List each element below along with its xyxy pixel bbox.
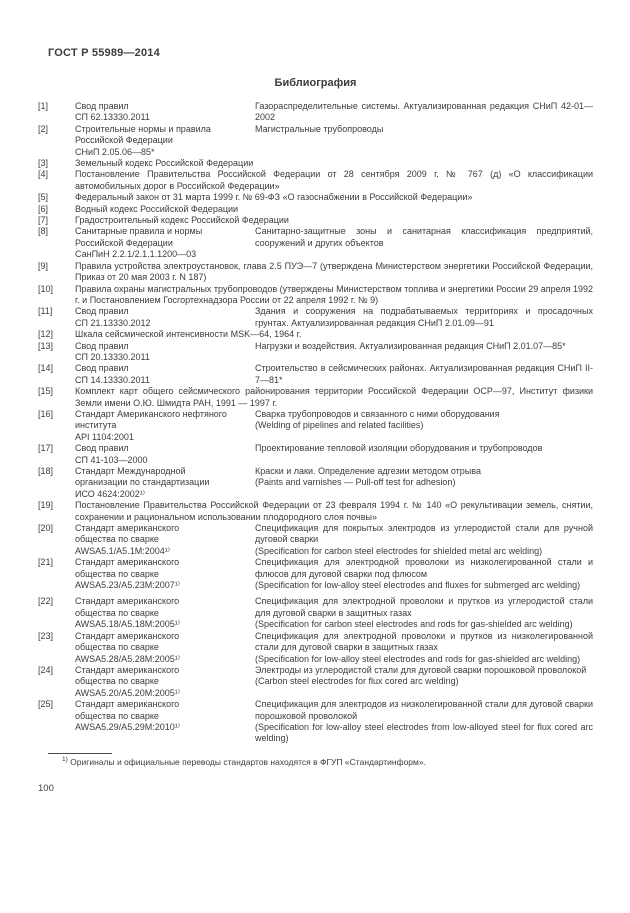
text-line: института: [75, 420, 117, 431]
text-line: Стандарт американского: [75, 664, 180, 675]
entry-number: [10]: [38, 283, 54, 294]
text-line: AWSA5.20/A5.20M:2005¹⁾: [75, 687, 180, 698]
bibliography-entry: [38, 158, 593, 169]
text-line: Спецификация для электродной проволоки из низколегированной стали и флюсов для дуговой сварки под флюсом: [255, 557, 593, 579]
bibliography-entry: [38, 443, 593, 466]
entry-number: [2]: [38, 123, 49, 134]
bibliography-entry: [38, 341, 593, 364]
entry-number: [14]: [38, 363, 54, 374]
entry-description: [255, 631, 593, 665]
entry-number: [13]: [38, 340, 54, 351]
entry-number: [7]: [38, 215, 49, 226]
text-line: Магистральные трубопроводы: [255, 123, 384, 134]
entry-source: [75, 443, 255, 466]
entry-number: [21]: [38, 557, 54, 568]
text-line: Электроды из углеродистой стали для дуговой сварки порошковой проволокой: [255, 664, 587, 675]
bibliography-entry: [38, 204, 593, 215]
entry-number: [17]: [38, 443, 54, 454]
text-line: Нагрузки и воздействия. Актуализированная редакция СНиП 2.01.07—85*: [255, 340, 566, 351]
bibliography-entry: [38, 363, 593, 386]
entry-number: [12]: [38, 329, 54, 340]
entry-source: [75, 341, 255, 364]
entry-description: [75, 204, 593, 215]
text-line: Свод правил: [75, 101, 129, 111]
text-line: Федеральный закон от 31 марта 1999 г. № 69-ФЗ «О газоснабжении в Российской Федерации»: [75, 192, 473, 203]
text-line: СП 41-103—2000: [75, 454, 148, 465]
entry-description: [75, 169, 593, 192]
entry-number: [18]: [38, 466, 54, 476]
text-line: Санитарно-защитные зоны и санитарная классификация предприятий, сооружений и других объектов: [255, 226, 593, 248]
text-line: Газораспределительные системы. Актуализированная редакция СНиП 42-01—2002: [255, 101, 593, 123]
bibliography-entry: [38, 101, 593, 124]
bibliography-entry: [38, 329, 593, 340]
entry-description: [75, 284, 593, 307]
text-line: Свод правил: [75, 443, 129, 454]
text-line: (Specification for carbon steel electrodes and rods for gas-shielded arc welding): [255, 619, 573, 630]
entry-description: [255, 523, 593, 557]
entry-number: [22]: [38, 596, 54, 607]
text-line: Российской Федерации: [75, 135, 173, 146]
entry-number: [15]: [38, 386, 54, 397]
bibliography-entry: [38, 226, 593, 260]
text-line: Правила устройства электроустановок, глава 2.5 ПУЭ—7 (утверждена Министерством энергетики Российской Федерации, Приказ от 20 мая 2003 г. N 187): [75, 260, 593, 283]
bibliography-entry: [38, 631, 593, 665]
entry-description: [75, 215, 593, 226]
text-line: общества по сварке: [75, 607, 159, 618]
entry-description: [75, 500, 593, 523]
text-line: СП 20.13330.2011: [75, 351, 150, 362]
footnote-rule: [48, 753, 112, 754]
text-line: Постановление Правительства Российской Федерации от 28 сентября 2009 г. № 767 (д) «О классификации автомобильных дорог в Российской Федерации»: [75, 169, 593, 191]
entry-number: [23]: [38, 630, 54, 641]
text-line: Стандарт американского: [75, 699, 180, 710]
footnote-text: Оригиналы и официальные переводы стандартов находятся в ФГУП «Стандартинформ».: [70, 756, 426, 767]
text-line: Стандарт Международной: [75, 466, 186, 476]
text-line: Свод правил: [75, 306, 129, 317]
text-line: Стандарт американского: [75, 596, 180, 607]
entry-number: [25]: [38, 699, 54, 710]
entry-source: [75, 363, 255, 386]
bibliography-entry: [38, 261, 593, 284]
bibliography-entry: [38, 699, 593, 745]
entry-number: [6]: [38, 203, 49, 214]
entry-number: [24]: [38, 664, 54, 675]
entry-source: [75, 124, 255, 158]
text-line: общества по сварке: [75, 534, 159, 545]
text-line: Правила охраны магистральных трубопроводов (утверждены Министерством топлива и энергетики России 29 апреля 1992 г. и Постановлением Госгортехнадзора России от 22 апреля 1992 г. № 9): [75, 283, 593, 305]
bibliography-entry: [38, 466, 593, 500]
text-line: организации по стандартизации: [75, 477, 210, 488]
entry-source: [75, 699, 255, 733]
bibliography-entry: [38, 596, 593, 630]
text-line: Санитарные правила и нормы: [75, 226, 203, 237]
text-line: AWSA5.29/A5.29M:2010¹⁾: [75, 721, 180, 732]
bibliography-entry: [38, 215, 593, 226]
text-line: общества по сварке: [75, 568, 159, 579]
bibliography-entry: [38, 306, 593, 329]
footnote: [38, 757, 593, 768]
entry-description: [75, 192, 593, 203]
entry-description: [255, 226, 593, 249]
text-line: (Welding of pipelines and related facilities): [255, 420, 424, 431]
text-line: Краски и лаки. Определение адгезии методом отрыва: [255, 466, 481, 476]
entry-source: [75, 557, 255, 591]
entry-description: [255, 124, 593, 135]
text-line: (Specification for low-alloy steel electrodes and rods for gas-shielded arc welding): [255, 653, 581, 664]
entry-number: [19]: [38, 500, 54, 511]
entry-description: [255, 306, 593, 329]
entry-source: [75, 631, 255, 665]
text-line: Российской Федерации: [75, 237, 173, 248]
text-line: Строительные нормы и правила: [75, 123, 211, 134]
doc-code: ГОСТ Р 55989—2014: [48, 47, 160, 59]
bibliography-entry: [38, 192, 593, 203]
text-line: Спецификация для электродной проволоки и прутков из углеродистой стали для дуговой сварки в защитных газах: [255, 596, 593, 618]
bibliography-entry: [38, 523, 593, 557]
text-line: Спецификация для электродной проволоки и прутков из низколегированной стали для дуговой сварки в защитных газах: [255, 630, 593, 653]
entry-source: [75, 466, 255, 500]
entry-number: [1]: [38, 101, 49, 111]
entry-source: [75, 596, 255, 630]
text-line: СП 21.13330.2012: [75, 317, 151, 328]
text-line: общества по сварке: [75, 710, 159, 721]
entry-number: [11]: [38, 306, 53, 317]
entry-description: [255, 443, 593, 454]
text-line: (Specification for carbon steel electrodes for shielded metal arc welding): [255, 545, 543, 556]
entry-number: [16]: [38, 408, 54, 419]
text-line: (Specification for low-alloy steel electrodes and fluxes for submerged arc welding): [255, 580, 581, 591]
page-number: 100: [38, 782, 54, 794]
bibliography-entry: [38, 665, 593, 699]
text-line: общества по сварке: [75, 676, 159, 687]
text-line: СП 62.13330.2011: [75, 112, 150, 123]
entry-description: [255, 409, 593, 432]
entry-description: [255, 596, 593, 630]
entry-source: [75, 409, 255, 443]
text-line: AWSA5.1/A5.1M:2004¹⁾: [75, 545, 170, 556]
text-line: Стандарт американского: [75, 557, 180, 568]
text-line: Свод правил: [75, 340, 129, 351]
bibliography-entry: [38, 386, 593, 409]
text-line: Проектирование тепловой изоляции оборудования и трубопроводов: [255, 443, 543, 454]
entry-description: [75, 329, 593, 340]
entry-description: [75, 261, 593, 284]
text-line: Градостроительный кодекс Российской Федерации: [75, 215, 289, 226]
text-line: Шкала сейсмической интенсивности MSK—64, 1964 г.: [75, 329, 302, 340]
text-line: Спецификация для покрытых электродов из углеродистой стали для ручной дуговой сварки: [255, 523, 593, 545]
text-line: API 1104:2001: [75, 431, 134, 442]
entry-description: [255, 466, 593, 489]
entry-source: [75, 101, 255, 124]
text-line: Земельный кодекс Российской Федерации: [75, 158, 254, 169]
bibliography-entry: [38, 557, 593, 591]
entry-number: [20]: [38, 523, 54, 534]
text-line: AWSA5.28/A5.28M:2005¹⁾: [75, 653, 180, 664]
entry-number: [3]: [38, 158, 49, 169]
bibliography-list: [38, 101, 593, 745]
entry-description: [255, 665, 593, 688]
text-line: Спецификация для электродов из низколегированной стали для дуговой сварки порошковой проволокой: [255, 699, 593, 721]
bibliography-entry: [38, 409, 593, 443]
entry-number: [8]: [38, 226, 49, 237]
entry-description: [255, 363, 593, 386]
text-line: СНиП 2.05.06—85*: [75, 146, 155, 157]
bibliography-entry: [38, 500, 593, 523]
text-line: ИСО 4624:2002¹⁾: [75, 488, 146, 499]
entry-number: [5]: [38, 192, 49, 203]
entry-description: [255, 699, 593, 745]
text-line: Строительство в сейсмических районах. Актуализированная редакция СНиП II-7—81*: [255, 363, 593, 385]
bibliography-entry: [38, 284, 593, 307]
text-line: Стандарт американского: [75, 523, 180, 534]
text-line: Стандарт американского: [75, 630, 180, 641]
text-line: Комплект карт общего сейсмического районирования территории Российской Федерации ОСР—97, Институт физики Земли имени О.Ю. Шмидта РАН, 1991 — 1997 г.: [75, 386, 593, 408]
text-line: (Carbon steel electrodes for flux cored arc welding): [255, 676, 459, 687]
entry-source: [75, 306, 255, 329]
bibliography-entry: [38, 169, 593, 192]
footnote-marker: 1): [62, 755, 68, 763]
text-line: Здания и сооружения на подрабатываемых территориях и просадочных грунтах. Актуализированная редакция СНиП 2.01.09—91: [255, 306, 593, 328]
page-title: Библиография: [274, 77, 357, 89]
entry-source: [75, 665, 255, 699]
entry-description: [75, 158, 593, 169]
entry-description: [75, 386, 593, 409]
text-line: Сварка трубопроводов и связанного с ними оборудования: [255, 408, 500, 419]
text-line: общества по сварке: [75, 642, 159, 653]
text-line: СанПиН 2.2.1/2.1.1.1200—03: [75, 249, 197, 260]
entry-description: [255, 101, 593, 124]
entry-description: [255, 341, 593, 352]
entry-source: [75, 226, 255, 260]
entry-number: [9]: [38, 260, 49, 271]
text-line: Свод правил: [75, 363, 129, 374]
text-line: (Specification for low-alloy steel electrodes from low-alloyed steel for flux cored arc welding): [255, 721, 593, 744]
entry-source: [75, 523, 255, 557]
bibliography-entry: [38, 124, 593, 158]
text-line: Постановление Правительства Российской Федерации от 23 февраля 1994 г. № 140 «О рекультивации земель, снятии, сохранении и рациональном использовании плодородного слоя почвы»: [75, 500, 593, 522]
text-line: AWSA5.23/A5.23M:2007¹⁾: [75, 580, 180, 591]
text-line: Водный кодекс Российской Федерации: [75, 203, 239, 214]
entry-description: [255, 557, 593, 591]
text-line: (Paints and varnishes — Pull-off test for adhesion): [255, 477, 456, 488]
text-line: СП 14.13330.2011: [75, 374, 150, 385]
entry-number: [4]: [38, 169, 49, 180]
text-line: AWSA5.18/A5.18M:2005¹⁾: [75, 619, 180, 630]
text-line: Стандарт Американского нефтяного: [75, 408, 227, 419]
